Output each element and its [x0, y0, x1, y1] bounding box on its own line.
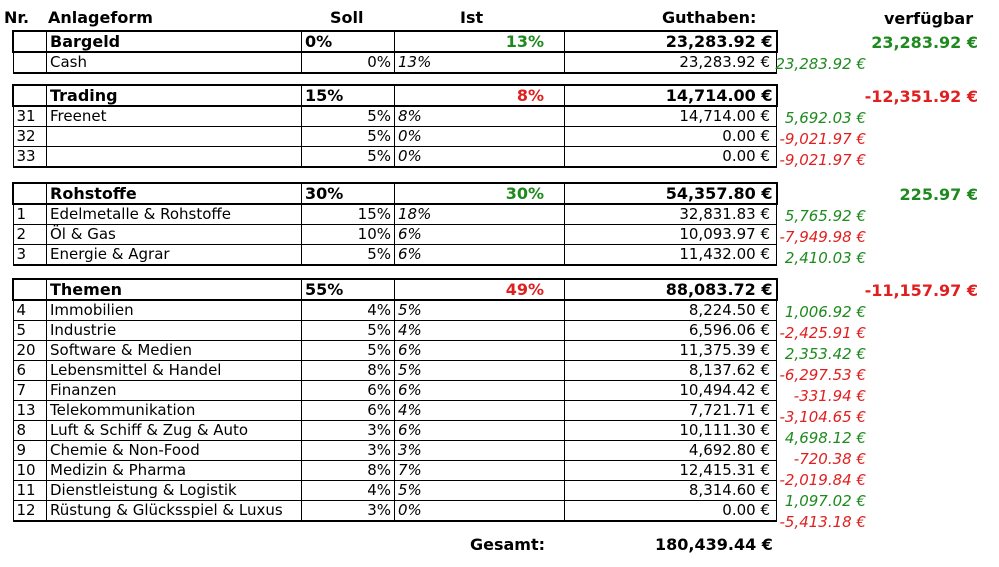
- row-name: Medizin & Pharma: [47, 461, 302, 481]
- row-nr: 13: [13, 401, 47, 421]
- row-nr: 2: [13, 225, 47, 245]
- group-verfuegbar: -12,351.92 €: [864, 87, 978, 106]
- table-row: [13, 381, 777, 401]
- table-row: [13, 341, 777, 361]
- table-row: [13, 245, 777, 266]
- row-name: [47, 127, 302, 147]
- table-row: [13, 300, 777, 321]
- row-soll: 6%: [302, 401, 395, 421]
- table-row: [13, 401, 777, 421]
- row-ist: 4%: [395, 321, 565, 341]
- group-ist: 49%: [395, 279, 565, 300]
- group-soll: 30%: [302, 183, 395, 204]
- row-soll: 5%: [302, 147, 395, 168]
- row-name: Luft & Schiff & Zug & Auto: [47, 421, 302, 441]
- row-guthaben: 10,111.30 €: [565, 421, 777, 441]
- row-name: Immobilien: [47, 300, 302, 321]
- row-guthaben: 0.00 €: [565, 147, 777, 168]
- group-verfuegbar: 23,283.92 €: [871, 33, 978, 52]
- row-ist: 5%: [395, 300, 565, 321]
- row-difference: 2,353.42 €: [784, 345, 866, 363]
- row-guthaben: 8,224.50 €: [565, 300, 777, 321]
- row-nr: 4: [13, 300, 47, 321]
- row-name: Finanzen: [47, 381, 302, 401]
- group-guthaben: 54,357.80 €: [565, 183, 777, 204]
- row-guthaben: 32,831.83 €: [565, 204, 777, 225]
- total-label: Gesamt:: [470, 535, 546, 554]
- row-soll: 5%: [302, 106, 395, 127]
- row-guthaben: 6,596.06 €: [565, 321, 777, 341]
- row-difference: -3,104.65 €: [779, 408, 866, 426]
- row-difference: -9,021.97 €: [779, 130, 866, 148]
- row-nr: 20: [13, 341, 47, 361]
- row-soll: 4%: [302, 481, 395, 501]
- group-guthaben: 14,714.00 €: [565, 85, 777, 106]
- row-name: Lebensmittel & Handel: [47, 361, 302, 381]
- row-ist: 18%: [395, 204, 565, 225]
- row-name: Freenet: [47, 106, 302, 127]
- row-ist: 6%: [395, 225, 565, 245]
- group-header-row: [13, 183, 777, 204]
- row-soll: 5%: [302, 341, 395, 361]
- row-difference: 1,006.92 €: [784, 303, 866, 321]
- row-nr: 31: [13, 106, 47, 127]
- row-difference: -5,413.18 €: [779, 513, 866, 531]
- header-verfuegbar: verfügbar: [884, 9, 974, 28]
- row-guthaben: 0.00 €: [565, 501, 777, 522]
- row-soll: 3%: [302, 501, 395, 522]
- row-guthaben: 23,283.92 €: [565, 52, 777, 73]
- table-row: [13, 421, 777, 441]
- row-ist: 3%: [395, 441, 565, 461]
- row-soll: 4%: [302, 300, 395, 321]
- row-guthaben: 11,432.00 €: [565, 245, 777, 266]
- row-name: [47, 147, 302, 168]
- table-row: [13, 204, 777, 225]
- row-guthaben: 10,093.97 €: [565, 225, 777, 245]
- row-guthaben: 8,314.60 €: [565, 481, 777, 501]
- row-difference: 2,410.03 €: [784, 249, 866, 267]
- row-soll: 5%: [302, 321, 395, 341]
- row-nr: 8: [13, 421, 47, 441]
- group-table-3: [12, 278, 778, 522]
- row-soll: 10%: [302, 225, 395, 245]
- row-nr: 33: [13, 147, 47, 168]
- row-ist: 6%: [395, 245, 565, 266]
- row-nr: 32: [13, 127, 47, 147]
- group-nr-cell: [13, 31, 47, 52]
- header-ist: Ist: [460, 8, 484, 27]
- row-nr: 12: [13, 501, 47, 522]
- row-soll: 3%: [302, 421, 395, 441]
- group-header-row: [13, 279, 777, 300]
- table-row: [13, 225, 777, 245]
- row-ist: 5%: [395, 361, 565, 381]
- row-guthaben: 14,714.00 €: [565, 106, 777, 127]
- row-guthaben: 12,415.31 €: [565, 461, 777, 481]
- row-soll: 15%: [302, 204, 395, 225]
- row-nr: 5: [13, 321, 47, 341]
- row-guthaben: 7,721.71 €: [565, 401, 777, 421]
- row-ist: 6%: [395, 421, 565, 441]
- row-ist: 5%: [395, 481, 565, 501]
- row-ist: 0%: [395, 127, 565, 147]
- group-guthaben: 88,083.72 €: [565, 279, 777, 300]
- row-name: Dienstleistung & Logistik: [47, 481, 302, 501]
- row-nr: 7: [13, 381, 47, 401]
- row-difference: -2,019.84 €: [779, 471, 866, 489]
- row-ist: 0%: [395, 147, 565, 168]
- table-row: [13, 481, 777, 501]
- group-name: Trading: [47, 85, 302, 106]
- row-soll: 8%: [302, 461, 395, 481]
- row-difference: 4,698.12 €: [784, 429, 866, 447]
- row-difference: -720.38 €: [793, 450, 866, 468]
- row-soll: 3%: [302, 441, 395, 461]
- group-nr-cell: [13, 279, 47, 300]
- row-difference: -331.94 €: [793, 387, 866, 405]
- row-difference: 5,692.03 €: [784, 109, 866, 127]
- row-difference: -9,021.97 €: [779, 151, 866, 169]
- row-ist: 6%: [395, 341, 565, 361]
- row-nr: [13, 52, 47, 73]
- row-name: Rüstung & Glücksspiel & Luxus: [47, 501, 302, 522]
- table-row: [13, 441, 777, 461]
- table-row: [13, 461, 777, 481]
- group-nr-cell: [13, 85, 47, 106]
- row-guthaben: 0.00 €: [565, 127, 777, 147]
- group-soll: 55%: [302, 279, 395, 300]
- group-soll: 15%: [302, 85, 395, 106]
- group-verfuegbar: -11,157.97 €: [864, 281, 978, 300]
- row-name: Energie & Agrar: [47, 245, 302, 266]
- header-nr: Nr.: [4, 8, 30, 27]
- table-row: [13, 147, 777, 168]
- row-soll: 5%: [302, 127, 395, 147]
- group-ist: 13%: [395, 31, 565, 52]
- total-value: 180,439.44 €: [655, 535, 773, 554]
- row-difference: 1,097.02 €: [784, 492, 866, 510]
- row-difference: -7,949.98 €: [779, 228, 866, 246]
- row-guthaben: 4,692.80 €: [565, 441, 777, 461]
- row-nr: 11: [13, 481, 47, 501]
- row-name: Cash: [47, 52, 302, 73]
- row-name: Software & Medien: [47, 341, 302, 361]
- row-nr: 6: [13, 361, 47, 381]
- table-row: [13, 127, 777, 147]
- group-nr-cell: [13, 183, 47, 204]
- header-soll: Soll: [330, 8, 364, 27]
- row-ist: 8%: [395, 106, 565, 127]
- group-guthaben: 23,283.92 €: [565, 31, 777, 52]
- row-ist: 13%: [395, 52, 565, 73]
- row-guthaben: 10,494.42 €: [565, 381, 777, 401]
- row-difference: -6,297.53 €: [779, 366, 866, 384]
- row-ist: 6%: [395, 381, 565, 401]
- group-table-2: [12, 182, 778, 266]
- row-difference: 5,765.92 €: [784, 207, 866, 225]
- row-soll: 0%: [302, 52, 395, 73]
- row-soll: 6%: [302, 381, 395, 401]
- row-difference: -2,425.91 €: [779, 324, 866, 342]
- group-header-row: [13, 31, 777, 52]
- row-nr: 9: [13, 441, 47, 461]
- row-ist: 4%: [395, 401, 565, 421]
- row-soll: 5%: [302, 245, 395, 266]
- row-ist: 7%: [395, 461, 565, 481]
- row-guthaben: 8,137.62 €: [565, 361, 777, 381]
- group-name: Rohstoffe: [47, 183, 302, 204]
- row-guthaben: 11,375.39 €: [565, 341, 777, 361]
- row-difference: 23,283.92 €: [775, 55, 866, 73]
- group-ist: 8%: [395, 85, 565, 106]
- group-header-row: [13, 85, 777, 106]
- table-row: [13, 52, 777, 73]
- table-row: [13, 361, 777, 381]
- group-verfuegbar: 225.97 €: [899, 185, 978, 204]
- row-nr: 1: [13, 204, 47, 225]
- table-row: [13, 501, 777, 522]
- group-ist: 30%: [395, 183, 565, 204]
- group-name: Themen: [47, 279, 302, 300]
- row-name: Öl & Gas: [47, 225, 302, 245]
- header-guthaben: Guthaben:: [662, 8, 757, 27]
- row-name: Telekommunikation: [47, 401, 302, 421]
- header-anlageform: Anlageform: [48, 8, 153, 27]
- group-name: Bargeld: [47, 31, 302, 52]
- row-name: Industrie: [47, 321, 302, 341]
- table-row: [13, 321, 777, 341]
- group-table-1: [12, 84, 778, 168]
- row-name: Edelmetalle & Rohstoffe: [47, 204, 302, 225]
- group-table-0: [12, 30, 778, 74]
- group-soll: 0%: [302, 31, 395, 52]
- row-ist: 0%: [395, 501, 565, 522]
- row-name: Chemie & Non-Food: [47, 441, 302, 461]
- row-nr: 10: [13, 461, 47, 481]
- row-soll: 8%: [302, 361, 395, 381]
- row-nr: 3: [13, 245, 47, 266]
- table-row: [13, 106, 777, 127]
